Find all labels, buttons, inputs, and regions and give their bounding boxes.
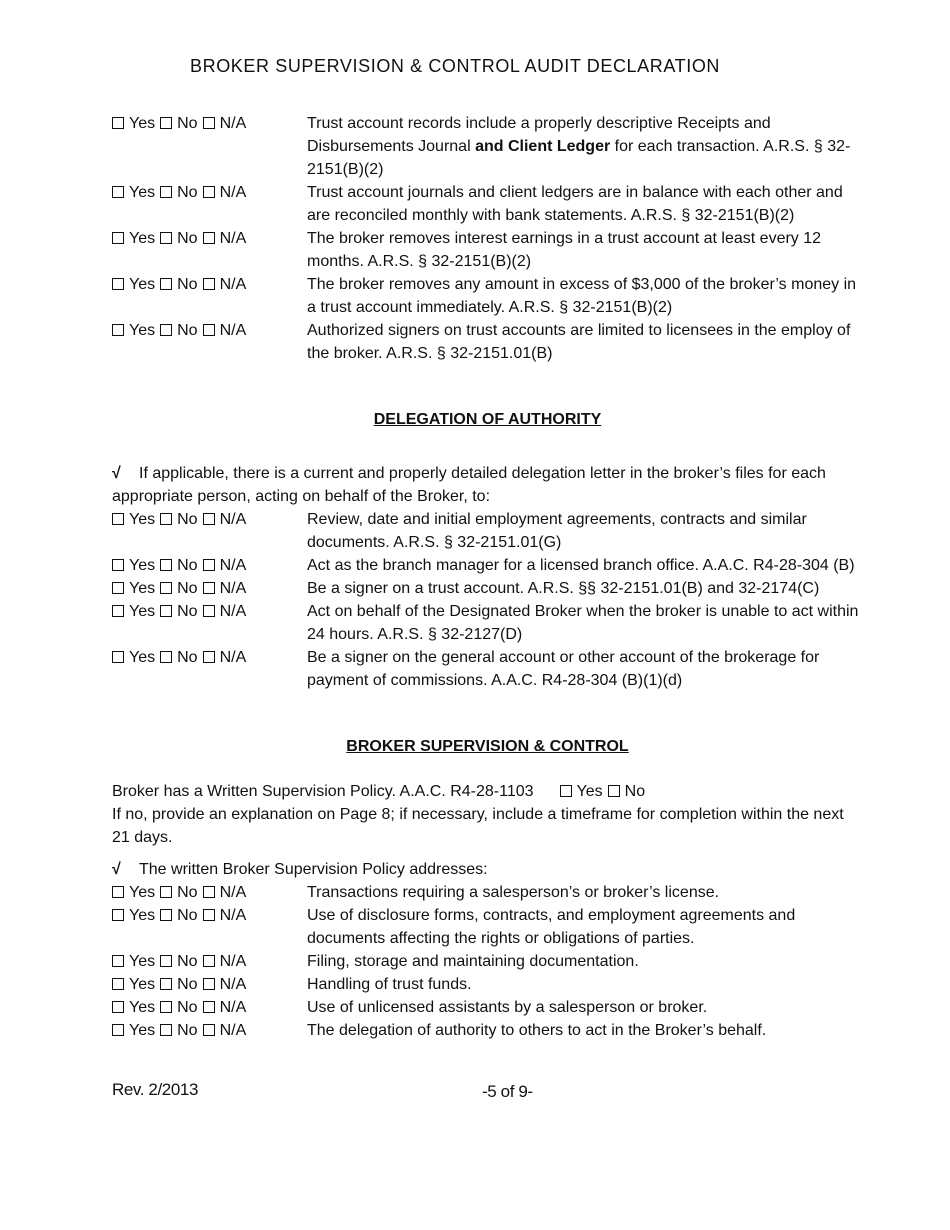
policy-no-label: No (624, 783, 646, 800)
no-label: No (177, 322, 198, 339)
no-checkbox[interactable] (160, 513, 172, 525)
na-label: N/A (219, 230, 247, 247)
checklist-item-text: Review, date and initial employment agreements, contracts and similar documents. A.R.S. § 32-2151.01(G) (307, 511, 807, 551)
no-checkbox[interactable] (160, 117, 172, 129)
na-checkbox[interactable] (203, 559, 215, 571)
yes-checkbox[interactable] (112, 278, 124, 290)
yes-checkbox[interactable] (112, 886, 124, 898)
no-label: No (177, 184, 198, 201)
checklist-item-text: The broker removes any amount in excess of $3,000 of the broker’s money in a trust account immediately. A.R.S. § 32-2151(B)(2) (307, 276, 857, 316)
checklist-item-text: Act as the branch manager for a licensed branch office. A.A.C. R4-28-304 (B) (307, 557, 855, 574)
no-checkbox[interactable] (160, 232, 172, 244)
answer-options (112, 577, 307, 600)
na-label: N/A (219, 557, 247, 574)
na-checkbox[interactable] (203, 324, 215, 336)
na-checkbox[interactable] (203, 186, 215, 198)
yes-label: Yes (129, 557, 156, 574)
checkmark-icon: √ (112, 861, 121, 878)
answer-options (112, 273, 307, 296)
answer-options (112, 600, 307, 623)
checklist-item-text: The delegation of authority to others to act in the Broker’s behalf. (307, 1022, 767, 1039)
na-checkbox[interactable] (203, 278, 215, 290)
page-header-title: BROKER SUPERVISION & CONTROL AUDIT DECLARATION (190, 56, 721, 76)
yes-checkbox[interactable] (112, 605, 124, 617)
yes-label: Yes (129, 884, 156, 901)
checklist-item-text (307, 112, 864, 181)
checklist-row (112, 319, 864, 365)
yes-checkbox[interactable] (112, 1024, 124, 1036)
answer-options (112, 1019, 307, 1042)
answer-options (112, 181, 307, 204)
no-checkbox[interactable] (160, 605, 172, 617)
na-label: N/A (219, 276, 247, 293)
yes-label: Yes (129, 999, 156, 1016)
na-label: N/A (219, 184, 247, 201)
answer-options (112, 508, 307, 531)
na-checkbox[interactable] (203, 117, 215, 129)
no-checkbox[interactable] (160, 559, 172, 571)
no-label: No (177, 230, 198, 247)
na-label: N/A (219, 511, 247, 528)
checklist-row (112, 577, 864, 600)
yes-label: Yes (129, 511, 156, 528)
supervision-checklist (112, 858, 864, 1042)
yes-label: Yes (129, 1022, 156, 1039)
delegation-intro-text: If applicable, there is a current and properly detailed delegation letter in the broker’s files for each appropriate person, acting on behalf of the Broker, to: (112, 465, 826, 505)
yes-label: Yes (129, 580, 156, 597)
yes-checkbox[interactable] (112, 186, 124, 198)
checklist-row (112, 600, 864, 646)
no-checkbox[interactable] (160, 582, 172, 594)
answer-options (112, 881, 307, 904)
trust-account-checklist (112, 112, 864, 365)
na-label: N/A (219, 603, 247, 620)
answer-options (112, 646, 307, 669)
answer-options (112, 554, 307, 577)
na-label: N/A (219, 580, 247, 597)
no-checkbox[interactable] (160, 1001, 172, 1013)
yes-checkbox[interactable] (112, 117, 124, 129)
no-checkbox[interactable] (160, 278, 172, 290)
checklist-item-text: Transactions requiring a salesperson’s or broker’s license. (307, 884, 720, 901)
policy-question-text: Broker has a Written Supervision Policy. A.A.C. R4-28-1103 (112, 783, 534, 800)
na-checkbox[interactable] (203, 582, 215, 594)
item-text-part: for each transaction. A.R.S. § 32-2151(B)(2) (307, 138, 851, 178)
na-label: N/A (219, 999, 247, 1016)
footer-revision: Rev. 2/2013 (112, 1080, 199, 1099)
checklist-item-text: The broker removes interest earnings in a trust account at least every 12 months. A.R.S. § 32-2151(B)(2) (307, 230, 822, 270)
checklist-item-text: Use of unlicensed assistants by a salesperson or broker. (307, 999, 708, 1016)
na-checkbox[interactable] (203, 1024, 215, 1036)
no-label: No (177, 884, 198, 901)
checklist-row (112, 554, 864, 577)
no-checkbox[interactable] (160, 186, 172, 198)
na-checkbox[interactable] (203, 513, 215, 525)
checklist-item-text: Filing, storage and maintaining documentation. (307, 953, 639, 970)
policy-no-checkbox[interactable] (608, 785, 620, 797)
yes-label: Yes (129, 953, 156, 970)
na-label: N/A (219, 649, 247, 666)
policy-yes-label: Yes (576, 783, 603, 800)
yes-checkbox[interactable] (112, 232, 124, 244)
checklist-item-text: Be a signer on the general account or other account of the brokerage for payment of commissions. A.A.C. R4-28-304 (B)(1)(d) (307, 649, 820, 689)
yes-label: Yes (129, 649, 156, 666)
item-text-bold: and Client Ledger (475, 138, 611, 155)
checklist-row (112, 950, 864, 973)
yes-checkbox[interactable] (112, 582, 124, 594)
na-checkbox[interactable] (203, 955, 215, 967)
no-label: No (177, 580, 198, 597)
no-label: No (177, 115, 198, 132)
no-label: No (177, 276, 198, 293)
checklist-row (112, 508, 864, 554)
yes-label: Yes (129, 603, 156, 620)
yes-label: Yes (129, 276, 156, 293)
supervision-intro (112, 858, 864, 881)
checklist-row (112, 973, 864, 996)
checklist-item-text: Use of disclosure forms, contracts, and employment agreements and documents affecting the rights or obligations of parties. (307, 907, 796, 947)
no-label: No (177, 953, 198, 970)
checklist-item-text: Act on behalf of the Designated Broker when the broker is unable to act within 24 hours. A.R.S. § 32-2127(D) (307, 603, 859, 643)
checklist-row (112, 112, 864, 181)
checklist-item-text: Authorized signers on trust accounts are limited to licensees in the employ of the broker. A.R.S. § 32-2151.01(B) (307, 322, 851, 362)
checklist-row (112, 881, 864, 904)
na-label: N/A (219, 1022, 247, 1039)
answer-options (112, 950, 307, 973)
no-checkbox[interactable] (160, 955, 172, 967)
item-text-part: Trust account records include a properly descriptive Receipts and Disbursements Journal (307, 115, 771, 155)
checklist-item-text: Be a signer on a trust account. A.R.S. §§ 32-2151.01(B) and 32-2174(C) (307, 580, 820, 597)
answer-options (112, 904, 307, 927)
no-checkbox[interactable] (160, 324, 172, 336)
na-checkbox[interactable] (203, 651, 215, 663)
na-label: N/A (219, 976, 247, 993)
no-label: No (177, 999, 198, 1016)
checklist-item-text: Trust account journals and client ledgers are in balance with each other and are reconciled monthly with bank statements. A.R.S. § 32-2151(B)(2) (307, 184, 843, 224)
footer-page-number: -5 of 9- (482, 1082, 533, 1101)
yes-label: Yes (129, 976, 156, 993)
no-label: No (177, 1022, 198, 1039)
yes-label: Yes (129, 115, 156, 132)
na-checkbox[interactable] (203, 1001, 215, 1013)
yes-checkbox[interactable] (112, 1001, 124, 1013)
policy-yes-checkbox[interactable] (560, 785, 572, 797)
no-label: No (177, 511, 198, 528)
na-checkbox[interactable] (203, 909, 215, 921)
na-label: N/A (219, 322, 247, 339)
checklist-item-text: Handling of trust funds. (307, 976, 472, 993)
supervision-intro-text: The written Broker Supervision Policy addresses: (139, 861, 488, 878)
delegation-intro (112, 462, 864, 508)
checklist-row (112, 996, 864, 1019)
supervision-policy (112, 780, 864, 849)
yes-checkbox[interactable] (112, 324, 124, 336)
answer-options (112, 319, 307, 342)
no-label: No (177, 603, 198, 620)
no-label: No (177, 976, 198, 993)
no-label: No (177, 907, 198, 924)
checklist-row (112, 273, 864, 319)
checkmark-icon: √ (112, 465, 121, 482)
yes-label: Yes (129, 322, 156, 339)
yes-checkbox[interactable] (112, 559, 124, 571)
supervision-heading: BROKER SUPERVISION & CONTROL (346, 738, 629, 755)
yes-label: Yes (129, 907, 156, 924)
yes-checkbox[interactable] (112, 651, 124, 663)
no-label: No (177, 557, 198, 574)
na-label: N/A (219, 953, 247, 970)
answer-options (112, 973, 307, 996)
answer-options (112, 996, 307, 1019)
na-checkbox[interactable] (203, 605, 215, 617)
no-checkbox[interactable] (160, 886, 172, 898)
yes-checkbox[interactable] (112, 955, 124, 967)
yes-checkbox[interactable] (112, 978, 124, 990)
delegation-checklist (112, 462, 864, 692)
na-checkbox[interactable] (203, 978, 215, 990)
na-label: N/A (219, 884, 247, 901)
no-checkbox[interactable] (160, 1024, 172, 1036)
policy-explanation: If no, provide an explanation on Page 8; if necessary, include a timeframe for completion within the next 21 days. (112, 806, 844, 846)
na-label: N/A (219, 907, 247, 924)
no-checkbox[interactable] (160, 909, 172, 921)
yes-label: Yes (129, 184, 156, 201)
na-checkbox[interactable] (203, 886, 215, 898)
na-label: N/A (219, 115, 247, 132)
no-checkbox[interactable] (160, 978, 172, 990)
na-checkbox[interactable] (203, 232, 215, 244)
checklist-row (112, 227, 864, 273)
delegation-heading: DELEGATION OF AUTHORITY (373, 411, 602, 428)
checklist-row (112, 646, 864, 692)
checklist-row (112, 1019, 864, 1042)
yes-checkbox[interactable] (112, 513, 124, 525)
policy-question (112, 780, 864, 803)
checklist-row (112, 181, 864, 227)
no-checkbox[interactable] (160, 651, 172, 663)
answer-options (112, 112, 307, 135)
checklist-row (112, 904, 864, 950)
yes-checkbox[interactable] (112, 909, 124, 921)
yes-label: Yes (129, 230, 156, 247)
answer-options (112, 227, 307, 250)
no-label: No (177, 649, 198, 666)
